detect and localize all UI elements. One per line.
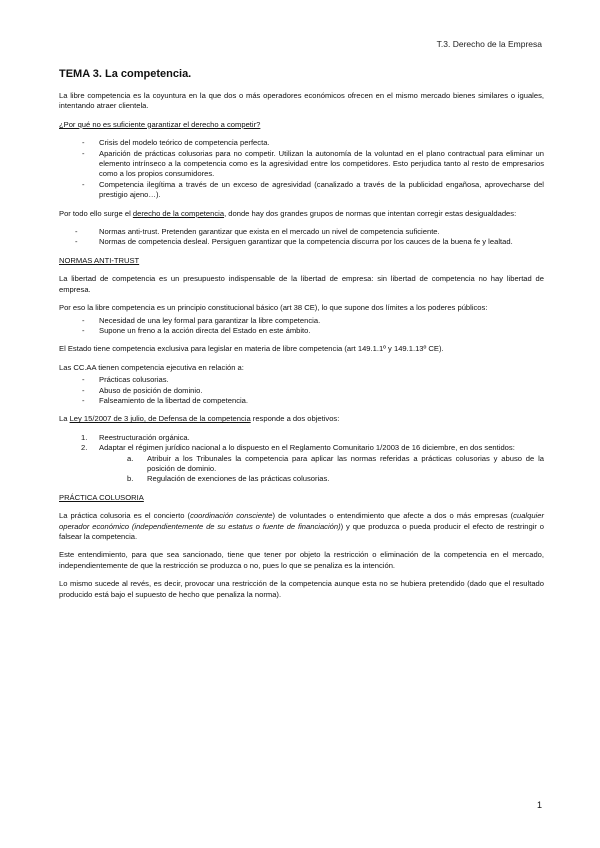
ccaa-paragraph: Las CC.AA tienen competencia ejecutiva en relación a: [59, 362, 244, 372]
running-header: T.3. Derecho de la Empresa [436, 39, 542, 49]
italic-text: coordinación consciente [190, 511, 273, 521]
text-span: Por todo ello surge el [59, 208, 133, 218]
text-span: ) y que produzca o pueda producir el efecto de restringir o falsear la competencia. [59, 521, 544, 541]
text-span: ) de voluntades o entendimiento que afecte a dos o más empresas ( [272, 511, 514, 521]
page-title: TEMA 3. La competencia. [59, 68, 192, 80]
list-number: 1. [81, 432, 88, 442]
list-item [99, 454, 544, 475]
antitrust-heading: NORMAS ANTI-TRUST [59, 255, 140, 265]
ley-paragraph [59, 414, 544, 424]
page-content [59, 68, 544, 608]
ccaa-list [59, 375, 544, 406]
list-item: - Crisis del modelo teórico de competencia perfecta. [59, 138, 544, 148]
list-item: - Aparición de prácticas colusorias para no competir. Utilizan la autonomía de la voluntad en el plano contractual para eliminar un elemento intrínseco a la competencia como es la agresividad entre los competidores. Esto perjudica tanto al resto de empresarios como a los propios consumidores. [59, 149, 544, 180]
list-text: Adaptar el régimen jurídico nacional a lo dispuesto en el Reglamento Comunitario 1/2003 de 16 diciembre, en dos sentidos: [99, 443, 515, 453]
objectives-list [59, 433, 544, 485]
ley-link-text: Ley 15/2007 de 3 julio, de Defensa de la competencia [69, 414, 251, 424]
derecho-link-text: derecho de la competencia [132, 208, 225, 218]
list-item [99, 474, 544, 484]
colusoria-paragraph-1 [59, 511, 544, 542]
limits-list [59, 316, 544, 337]
list-text: Reestructuración orgánica. [99, 432, 190, 442]
list-item: - Competencia ilegítima a través de un exceso de agresividad (canalizado a través de la publicidad engañosa, aprovecharse del prestigio ajeno…). [59, 180, 544, 201]
sub-objectives-list [99, 454, 544, 485]
estado-paragraph: El Estado tiene competencia exclusiva para legislar en materia de libre competencia (art 149.1.1º y 149.1.13º CE). [59, 344, 444, 354]
list-item: - Supone un freno a la acción directa del Estado en este ámbito. [59, 326, 544, 336]
list-letter: a. [127, 453, 134, 463]
list-item: - Normas de competencia desleal. Persiguen garantizar que la competencia discurra por los cauces de la buena fe y lealtad. [59, 237, 544, 247]
question-heading: ¿Por qué no es suficiente garantizar el derecho a competir? [59, 119, 261, 129]
list-item [59, 433, 544, 443]
list-item [59, 443, 544, 485]
text-span: La [59, 414, 70, 424]
antitrust-paragraph-1: La libertad de competencia es un presupuesto indispensable de la libertad de empresa: sin libertad de competencia no hay libertad de empresa. [59, 274, 544, 294]
colusoria-heading: PRÁCTICA COLUSORIA [59, 492, 144, 502]
antitrust-paragraph-2: Por eso la libre competencia es un principio constitucional básico (art 38 CE), lo que supone dos límites a los poderes públicos: [59, 303, 488, 313]
intro-paragraph: La libre competencia es la coyuntura en la que dos o más operadores económicos ofrecen en el mismo mercado bienes similares o iguales, intentando atraer clientela. [59, 91, 544, 111]
list-letter: b. [127, 474, 134, 484]
list-item: - Normas anti-trust. Pretenden garantizar que exista en el mercado un nivel de competencia suficiente. [59, 227, 544, 237]
list-item: - Necesidad de una ley formal para garantizar la libre competencia. [59, 316, 544, 326]
list-item: - Falseamiento de la libertad de competencia. [59, 396, 544, 406]
text-span: , donde hay dos grandes grupos de normas que intentan corregir estas desigualdades: [224, 208, 517, 218]
list-item: - Abuso de posición de dominio. [59, 386, 544, 396]
colusoria-paragraph-2: Este entendimiento, para que sea sancionado, tiene que tener por objeto la restricción o eliminación de la competencia en el mercado, independientemente de que la restricción se produzca o no, pues lo que se penaliza es la intención. [59, 550, 544, 570]
list-number: 2. [81, 443, 88, 453]
list-text: Atribuir a los Tribunales la competencia para aplicar las normas referidas a prácticas colusorias y abuso de la posición de dominio. [147, 453, 544, 473]
reasons-list [59, 138, 544, 200]
norm-groups-list [59, 227, 544, 248]
text-span: responde a dos objetivos: [250, 414, 340, 424]
text-span: La práctica colusoria es el concierto ( [59, 511, 191, 521]
italic-text: cualquier operador económico (independientemente de su estatus o fuente de financiación) [59, 511, 544, 531]
list-item: - Prácticas colusorias. [59, 375, 544, 385]
list-text: Regulación de exenciones de las prácticas colusorias. [147, 474, 330, 484]
derecho-paragraph [59, 209, 544, 219]
page-number: 1 [536, 800, 542, 810]
colusoria-paragraph-3: Lo mismo sucede al revés, es decir, provocar una restricción de la competencia aunque esta no se hubiera pretendido (dado que el resultado producido está bajo el supuesto de hecho que penaliza la norma). [59, 579, 544, 599]
